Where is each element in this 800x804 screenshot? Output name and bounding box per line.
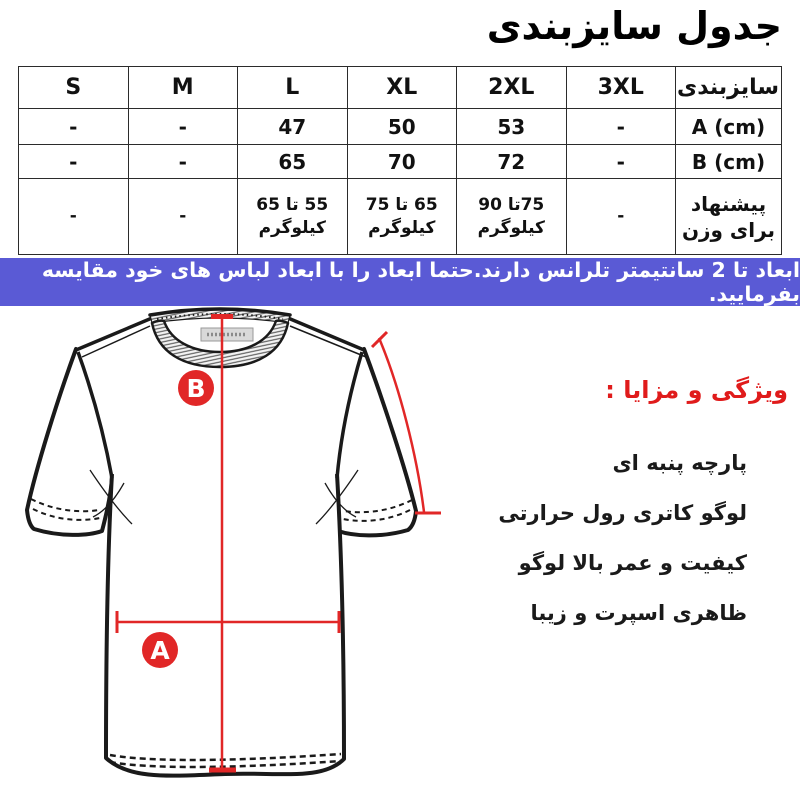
tolerance-notice-banner [0, 258, 800, 306]
tshirt-diagram [0, 306, 470, 804]
feature-item: کیفیت و عمر بالا لوگو [518, 551, 747, 575]
left-shoulder-edge [76, 318, 152, 350]
cell-w-s: - [19, 179, 129, 255]
size-chart-table [18, 66, 782, 255]
cell-b-m: - [128, 145, 238, 179]
right-sleeve [333, 349, 416, 535]
cell-b-xl: 70 [347, 145, 457, 179]
row-label-b: B (cm) [676, 145, 782, 179]
page-title: جدول سایزبندی [486, 4, 782, 48]
marker-a-letter: A [150, 636, 170, 665]
right-shoulder-edge [288, 318, 364, 350]
marker-b-letter: B [186, 374, 206, 403]
size-header-s: S [19, 67, 129, 109]
cell-w-2xl: 75تا 90 کیلوگرم [457, 179, 567, 255]
size-header-3xl: 3XL [566, 67, 676, 109]
left-sleeve [27, 349, 112, 535]
feature-item: لوگو کاتری رول حرارتی [498, 501, 747, 525]
cell-a-s: - [19, 109, 129, 145]
cell-a-m: - [128, 109, 238, 145]
feature-item: ظاهری اسپرت و زیبا [530, 601, 747, 625]
cell-a-l: 47 [238, 109, 348, 145]
features-title: ویژگی و مزایا : [605, 376, 788, 404]
size-header-xl: XL [347, 67, 457, 109]
tshirt-drawing [0, 306, 470, 800]
size-header-2xl: 2XL [457, 67, 567, 109]
cell-b-l: 65 [238, 145, 348, 179]
row-label-weight: پیشنهاد برای وزن [676, 179, 782, 255]
size-header-m: M [128, 67, 238, 109]
feature-item: پارچه پنبه ای [612, 451, 747, 475]
tshirt-body [106, 474, 344, 776]
cell-w-l: 55 تا 65 کیلوگرم [238, 179, 348, 255]
cell-b-2xl: 72 [457, 145, 567, 179]
cell-w-xl: 65 تا 75 کیلوگرم [347, 179, 457, 255]
right-shoulder-seam [290, 326, 366, 357]
cell-w-m: - [128, 179, 238, 255]
table-header-row [19, 67, 782, 109]
table-row-weight [19, 179, 782, 255]
tolerance-notice-text: ابعاد تا 2 سانتیمتر تلرانس دارند.حتما ابعاد را با ابعاد لباس های خود مقایسه بفرمایید. [41, 258, 800, 306]
cell-a-3xl: - [566, 109, 676, 145]
cell-w-3xl: - [566, 179, 676, 255]
table-row-b [19, 145, 782, 179]
table-row-a [19, 109, 782, 145]
measure-b-top-tick [211, 314, 233, 319]
sleeve-measure-top-tick [372, 332, 387, 347]
features-list [447, 438, 747, 638]
size-header-l: L [238, 67, 348, 109]
cell-a-xl: 50 [347, 109, 457, 145]
cell-b-s: - [19, 145, 129, 179]
cell-a-2xl: 53 [457, 109, 567, 145]
cell-b-3xl: - [566, 145, 676, 179]
corner-header-cell: سایزبندی [676, 67, 782, 109]
row-label-a: A (cm) [676, 109, 782, 145]
